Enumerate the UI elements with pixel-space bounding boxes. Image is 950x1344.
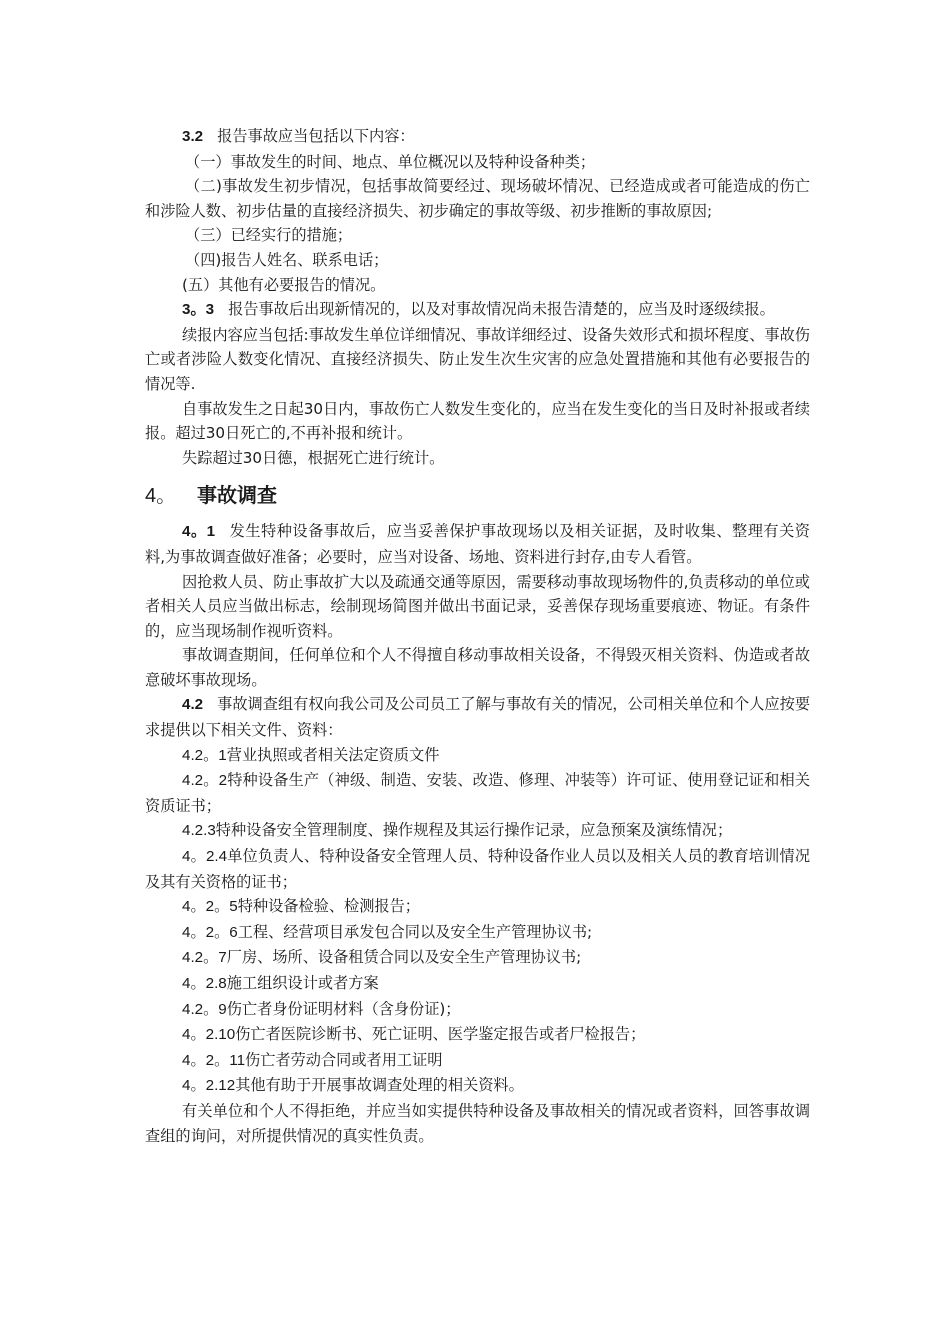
clause-number: 3。3: [182, 301, 215, 319]
list-item-text: 特种设备生产（神级、制造、安装、改造、修理、冲装等）许可证、使用登记证和相关资质证书；: [145, 771, 811, 815]
closing-paragraph: 有关单位和个人不得拒绝，并应当如实提供特种设备及事故相关的情况或者资料，回答事故调查组的询问，对所提供情况的真实性负责。: [145, 1101, 810, 1145]
paragraph: 因抢救人员、防止事故扩大以及疏通交通等原因，需要移动事故现场物件的,负责移动的单位或者相关人员应当做出标志，绘制现场简图并做出书面记录，妥善保存现场重要痕迹、物证。有条件的，应当现场制作视听资料。: [145, 572, 810, 640]
list-item: [145, 1073, 810, 1099]
list-item: [145, 818, 810, 844]
clause-text: 发生特种设备事故后，应当妥善保护事故现场以及相关证据，及时收集、整理有关资料,为事故调查做好准备；必要时，应当对设备、场地、资料进行封存,由专人看管。: [145, 522, 810, 566]
clause-3-3: [145, 297, 810, 323]
list-item: [145, 1048, 810, 1074]
paragraph: 失踪超过30日德，根据死亡进行统计。: [182, 448, 445, 467]
list-item-number: 4.2。1: [182, 746, 227, 764]
list-item-number: 4。2.10: [182, 1026, 236, 1044]
list-item-number: 4。2。11: [182, 1051, 246, 1069]
clause-number: 4。1: [182, 523, 216, 541]
paragraph: 自事故发生之日起30日内，事故伤亡人数发生变化的，应当在发生变化的当日及时补报或者续报。超过30日死亡的,不再补报和统计。: [145, 399, 810, 443]
list-item-text: 特种设备安全管理制度、操作规程及其运行操作记录，应急预案及演练情况；: [215, 821, 733, 840]
list-item-number: 4。2。6: [182, 923, 238, 941]
list-item: [145, 945, 810, 971]
list-item: [145, 894, 810, 920]
section-heading: [145, 480, 810, 511]
clause-4-2: [145, 692, 810, 742]
clause-number: 3.2: [182, 128, 204, 145]
list-item: [145, 920, 810, 946]
list-item-text: 伤亡者身份证明材料（含身份证)；: [226, 999, 461, 1018]
list-item: （四)报告人姓名、联系电话；: [185, 250, 389, 269]
list-item-text: 特种设备检验、检测报告；: [237, 897, 420, 916]
list-item-number: 4。2.12: [182, 1077, 236, 1095]
clause-text: 事故调查组有权向我公司及公司员工了解与事故有关的情况，公司相关单位和个人应按要求提供以下相关文件、资料：: [145, 695, 810, 740]
clause-3-2: [145, 124, 810, 150]
list-item-text: 厂房、场所、设备租赁合同以及安全生产管理协议书;: [226, 948, 582, 967]
list-item: (五）其他有必要报告的情况。: [182, 275, 386, 294]
list-item: （三）已经实行的措施；: [185, 226, 353, 245]
list-item: [145, 1022, 810, 1048]
clause-number: 4.2: [182, 696, 204, 714]
list-item-text: 单位负责人、特种设备安全管理人员、特种设备作业人员以及相关人员的教育培训情况及其有关资格的证书；: [145, 847, 811, 891]
list-item: [145, 844, 810, 894]
paragraph: 事故调查期间，任何单位和个人不得擅自移动事故相关设备，不得毁灭相关资料、伪造或者故意破坏事故现场。: [145, 646, 810, 689]
list-item-text: 其他有助于开展事故调查处理的相关资料。: [235, 1076, 524, 1095]
list-item: （二)事故发生初步情况，包括事故简要经过、现场破坏情况、已经造成或者可能造成的伤亡和涉险人数、初步估量的直接经济损失、初步确定的事故等级、初步推断的事故原因;: [145, 177, 810, 220]
clause-4-1: [145, 519, 810, 569]
list-item-number: 4.2。7: [182, 949, 227, 967]
paragraph: 续报内容应当包括:事故发生单位详细情况、事故详细经过、设备失效形式和损坏程度、事故伤亡或者涉险人数变化情况、直接经济损失、防止发生次生灾害的应急处置措施和其他有必要报告的情况等.: [145, 325, 810, 393]
list-item: （一）事故发生的时间、地点、单位概况以及特种设备种类；: [185, 152, 596, 171]
section-title: 事故调查: [197, 483, 277, 508]
clause-text: 报告事故应当包括以下内容：: [217, 127, 415, 145]
list-item: [145, 971, 810, 997]
list-item-text: 伤亡者劳动合同或者用工证明: [245, 1050, 443, 1069]
clause-text: 报告事故后出现新情况的，以及对事故情况尚未报告清楚的，应当及时逐级续报。: [228, 300, 775, 319]
list-item: [145, 997, 810, 1023]
list-item-text: 伤亡者医院诊断书、死亡证明、医学鉴定报告或者尸检报告；: [235, 1025, 646, 1044]
list-item-number: 4.2。2: [182, 772, 228, 790]
document-list: [145, 743, 810, 1099]
list-item: [145, 743, 810, 769]
list-item-text: 施工组织设计或者方案: [226, 974, 379, 992]
list-item-text: 营业执照或者相关法定资质文件: [226, 745, 440, 764]
list-item-text: 工程、经营项目承发包合同以及安全生产管理协议书;: [237, 922, 593, 941]
list-item-number: 4。2.4: [182, 848, 228, 866]
list-item-number: 4.2.3: [182, 822, 216, 840]
list-item-number: 4.2。9: [182, 1000, 227, 1018]
section-number: 4。: [145, 485, 177, 508]
list-item-number: 4。2。5: [182, 898, 238, 916]
list-item-number: 4。2.8: [182, 975, 227, 992]
list-item: [145, 768, 810, 818]
